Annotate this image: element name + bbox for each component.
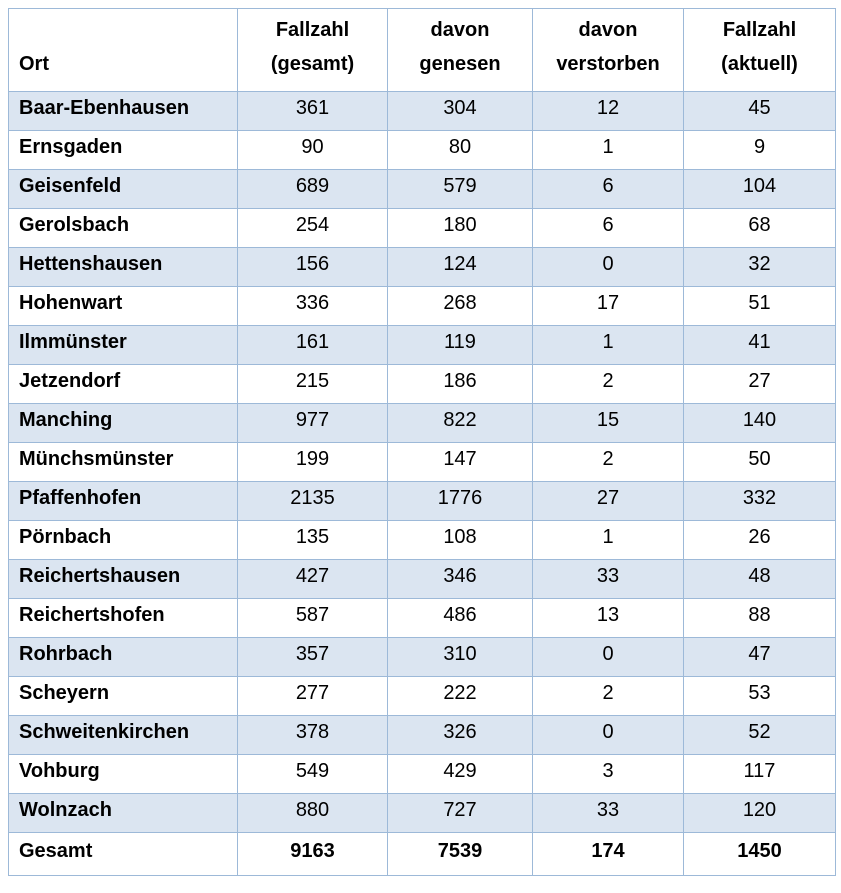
cell-ort: Manching — [9, 404, 238, 443]
cell-genesen: 326 — [388, 716, 533, 755]
cell-verstorben: 3 — [533, 755, 684, 794]
table-row — [9, 170, 836, 209]
cell-ort: Gerolsbach — [9, 209, 238, 248]
cell-gesamt: 215 — [238, 365, 388, 404]
cell-ort: Münchsmünster — [9, 443, 238, 482]
cell-aktuell: 117 — [684, 755, 836, 794]
cell-ort: Reichertshausen — [9, 560, 238, 599]
cell-verstorben: 13 — [533, 599, 684, 638]
table-row — [9, 92, 836, 131]
cell-genesen: 579 — [388, 170, 533, 209]
header-row — [9, 9, 836, 92]
table-row — [9, 521, 836, 560]
cell-verstorben: 12 — [533, 92, 684, 131]
column-header-label-line1: davon — [430, 19, 490, 41]
cell-gesamt: 336 — [238, 287, 388, 326]
column-header-ort — [9, 9, 238, 92]
column-header-label: Ort — [19, 53, 49, 75]
cell-verstorben: 0 — [533, 248, 684, 287]
total-row — [9, 833, 836, 876]
cell-gesamt: 549 — [238, 755, 388, 794]
table-row — [9, 755, 836, 794]
cell-ort: Ernsgaden — [9, 131, 238, 170]
cell-verstorben: 1 — [533, 131, 684, 170]
cell-verstorben: 1 — [533, 326, 684, 365]
cell-aktuell: 50 — [684, 443, 836, 482]
cell-verstorben: 1 — [533, 521, 684, 560]
cell-aktuell: 104 — [684, 170, 836, 209]
cell-aktuell: 120 — [684, 794, 836, 833]
table-row — [9, 599, 836, 638]
table-row — [9, 482, 836, 521]
cell-genesen: 310 — [388, 638, 533, 677]
cell-verstorben: 6 — [533, 170, 684, 209]
cell-gesamt: 880 — [238, 794, 388, 833]
column-header-fallzahl-gesamt — [238, 9, 388, 92]
table-row — [9, 209, 836, 248]
column-header-label-line2: (gesamt) — [270, 53, 355, 75]
cell-verstorben: 174 — [533, 833, 684, 876]
cell-gesamt: 156 — [238, 248, 388, 287]
cell-ort: Pfaffenhofen — [9, 482, 238, 521]
cell-genesen: 147 — [388, 443, 533, 482]
cell-genesen: 727 — [388, 794, 533, 833]
table-row — [9, 287, 836, 326]
cell-verstorben: 2 — [533, 677, 684, 716]
cell-aktuell: 140 — [684, 404, 836, 443]
cell-verstorben: 0 — [533, 716, 684, 755]
cell-verstorben: 17 — [533, 287, 684, 326]
cell-ort: Ilmmünster — [9, 326, 238, 365]
cell-gesamt: 90 — [238, 131, 388, 170]
cell-gesamt: 2135 — [238, 482, 388, 521]
column-header-label-line1: Fallzahl — [722, 19, 797, 41]
cell-ort: Rohrbach — [9, 638, 238, 677]
table-row — [9, 326, 836, 365]
cell-verstorben: 33 — [533, 794, 684, 833]
cell-genesen: 486 — [388, 599, 533, 638]
cell-gesamt: 135 — [238, 521, 388, 560]
cell-aktuell: 1450 — [684, 833, 836, 876]
cell-verstorben: 2 — [533, 443, 684, 482]
cell-aktuell: 53 — [684, 677, 836, 716]
cell-ort: Pörnbach — [9, 521, 238, 560]
cell-ort: Jetzendorf — [9, 365, 238, 404]
cell-verstorben: 6 — [533, 209, 684, 248]
table-row — [9, 677, 836, 716]
cell-verstorben: 2 — [533, 365, 684, 404]
cell-aktuell: 88 — [684, 599, 836, 638]
cell-aktuell: 68 — [684, 209, 836, 248]
cell-verstorben: 15 — [533, 404, 684, 443]
case-numbers-table — [8, 8, 836, 876]
cell-gesamt: 689 — [238, 170, 388, 209]
column-header-label-line1: davon — [578, 19, 638, 41]
table-row — [9, 794, 836, 833]
column-header-fallzahl-aktuell — [684, 9, 836, 92]
cell-gesamt: 977 — [238, 404, 388, 443]
column-header-label-line2: (aktuell) — [721, 53, 798, 75]
column-header-davon-verstorben — [533, 9, 684, 92]
cell-aktuell: 32 — [684, 248, 836, 287]
cell-ort: Hohenwart — [9, 287, 238, 326]
cell-gesamt: 254 — [238, 209, 388, 248]
cell-ort: Vohburg — [9, 755, 238, 794]
column-header-davon-genesen — [388, 9, 533, 92]
cell-aktuell: 26 — [684, 521, 836, 560]
cell-gesamt: 9163 — [238, 833, 388, 876]
cell-genesen: 346 — [388, 560, 533, 599]
cell-gesamt: 361 — [238, 92, 388, 131]
cell-aktuell: 48 — [684, 560, 836, 599]
cell-genesen: 180 — [388, 209, 533, 248]
cell-ort: Baar-Ebenhausen — [9, 92, 238, 131]
cell-genesen: 1776 — [388, 482, 533, 521]
cell-genesen: 429 — [388, 755, 533, 794]
table-row — [9, 443, 836, 482]
cell-aktuell: 45 — [684, 92, 836, 131]
cell-aktuell: 47 — [684, 638, 836, 677]
cell-ort: Scheyern — [9, 677, 238, 716]
table-row — [9, 404, 836, 443]
cell-aktuell: 51 — [684, 287, 836, 326]
cell-genesen: 80 — [388, 131, 533, 170]
cell-gesamt: 587 — [238, 599, 388, 638]
cell-verstorben: 0 — [533, 638, 684, 677]
cell-gesamt: 199 — [238, 443, 388, 482]
cell-aktuell: 27 — [684, 365, 836, 404]
table-row — [9, 365, 836, 404]
column-header-label-line1: Fallzahl — [275, 19, 350, 41]
cell-genesen: 222 — [388, 677, 533, 716]
cell-genesen: 108 — [388, 521, 533, 560]
cell-aktuell: 41 — [684, 326, 836, 365]
column-header-label-line2: verstorben — [556, 53, 660, 75]
table-row — [9, 716, 836, 755]
table-row — [9, 560, 836, 599]
cell-genesen: 119 — [388, 326, 533, 365]
cell-verstorben: 27 — [533, 482, 684, 521]
cell-genesen: 304 — [388, 92, 533, 131]
cell-ort: Gesamt — [9, 833, 238, 876]
cell-gesamt: 357 — [238, 638, 388, 677]
cell-ort: Geisenfeld — [9, 170, 238, 209]
table-row — [9, 248, 836, 287]
cell-aktuell: 9 — [684, 131, 836, 170]
cell-ort: Reichertshofen — [9, 599, 238, 638]
column-header-label-line2: genesen — [419, 53, 501, 75]
cell-ort: Wolnzach — [9, 794, 238, 833]
cell-genesen: 822 — [388, 404, 533, 443]
cell-genesen: 124 — [388, 248, 533, 287]
cell-genesen: 186 — [388, 365, 533, 404]
cell-verstorben: 33 — [533, 560, 684, 599]
cell-genesen: 7539 — [388, 833, 533, 876]
cell-genesen: 268 — [388, 287, 533, 326]
cell-ort: Schweitenkirchen — [9, 716, 238, 755]
cell-aktuell: 52 — [684, 716, 836, 755]
cell-gesamt: 161 — [238, 326, 388, 365]
cell-ort: Hettenshausen — [9, 248, 238, 287]
cell-gesamt: 427 — [238, 560, 388, 599]
table-row — [9, 638, 836, 677]
cell-gesamt: 378 — [238, 716, 388, 755]
cell-gesamt: 277 — [238, 677, 388, 716]
cell-aktuell: 332 — [684, 482, 836, 521]
table-row — [9, 131, 836, 170]
